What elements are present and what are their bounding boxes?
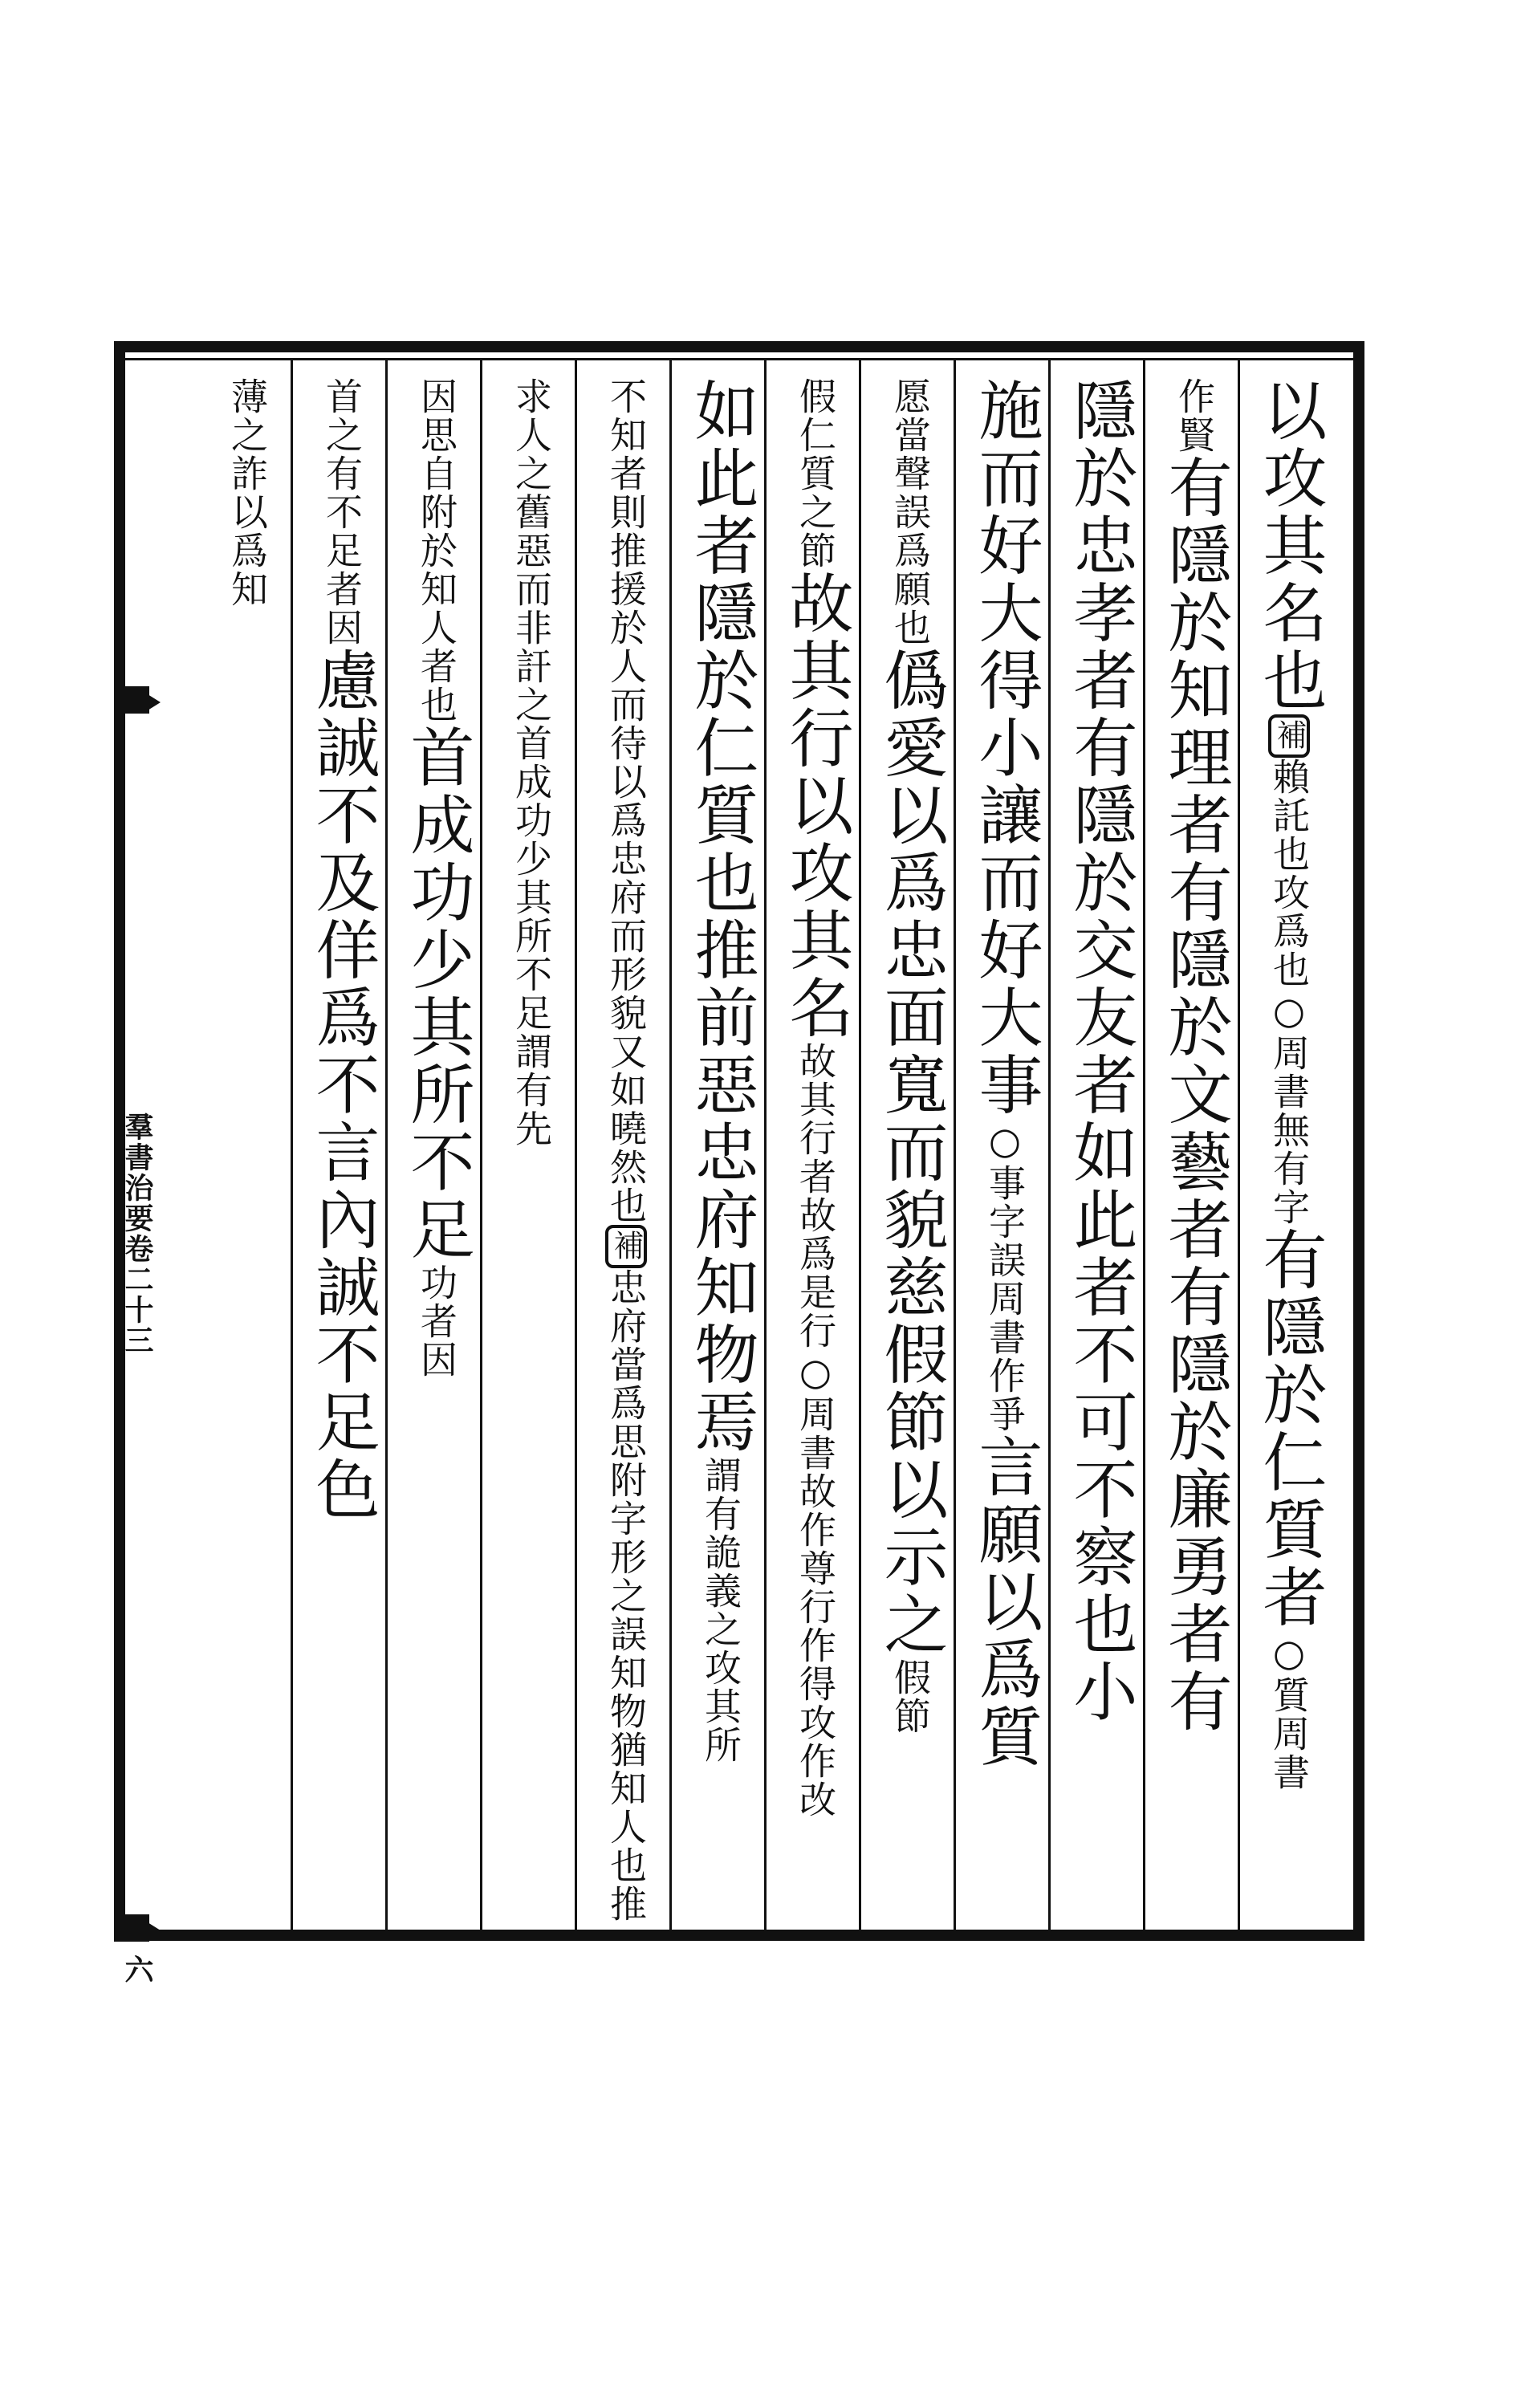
text-column [1063,377,1137,1918]
text-column [1157,377,1231,1918]
column-divider [1238,360,1240,1930]
annotation: 假仁質之節 [794,377,837,570]
main-text: 隱於忠孝者有隱於交友者如此者不可不察也小 [1063,377,1137,1726]
annotation: 作賢 [1173,377,1216,454]
main-text: 慮誠不及佯爲不言內誠不足色 [305,647,380,1523]
annotation: 故其行者故爲是行○周書故作尊行作得攻作改 [794,1042,837,1819]
annotation: 薄之詐以爲知 [226,377,269,608]
text-column [494,377,568,1918]
annotation: 功者因 [415,1263,458,1379]
main-text: 如此者隱於仁質也推前惡忠府知物焉 [684,377,758,1456]
annotation: 謂有先 [510,1032,553,1148]
annotation: 不知者則推援於人而待以爲忠府而形貌又如曉然也 [604,377,648,1225]
annotation: ○事字誤周書作爭 [983,1119,1027,1434]
annotation: 首之有不足者因 [320,377,364,647]
column-divider [859,360,861,1930]
column-divider [385,360,388,1930]
column-divider [669,360,672,1930]
column-divider [575,360,577,1930]
supplement-mark: 補 [1268,714,1310,758]
annotation: 因思自附於知人者也 [415,377,458,724]
text-column [1252,377,1326,1918]
main-text: 施而好大得小讓而好大事 [968,377,1043,1119]
text-column [589,377,663,1923]
text-column [779,377,852,1918]
annotation: 謂有詭義之攻其所 [699,1456,742,1764]
main-text: 有隱於知理者有隱於文藝者有隱於廉勇者有 [1157,454,1232,1735]
text-column [305,377,379,1918]
column-divider [291,360,293,1930]
annotation: 求人之舊惡而非訐之首成功少其所不足 [510,377,553,1032]
fold-page-number: 六 [120,1954,154,1983]
annotation: 愿當聲誤爲願也 [889,377,932,647]
column-divider [764,360,767,1930]
main-text: 以攻其名也 [1252,377,1327,714]
fold-book-title: 羣書治要卷二十三 [120,1112,154,1356]
main-text: 首成功少其所不足 [400,724,474,1263]
frame-inner-line [122,358,1364,360]
text-column [400,377,474,1918]
annotation: 假節 [889,1658,932,1735]
main-text: 言願以爲質 [968,1434,1043,1771]
main-text: 僞愛以爲忠面寬而貌慈假節以示之 [873,647,948,1658]
annotation: 忠府當爲思附字形之誤知物猶知人也推 [604,1268,648,1923]
column-divider [1048,360,1051,1930]
main-text: 故其行以攻其名 [779,570,853,1042]
column-divider [480,360,482,1930]
text-column [684,377,758,1918]
text-column [968,377,1042,1918]
annotation: 賴託也攻爲也○周書無有字 [1267,758,1311,1226]
column-divider [954,360,956,1930]
text-column [210,377,284,1918]
supplement-mark: 補 [605,1225,647,1268]
column-divider [1143,360,1145,1930]
main-text: 有隱於仁質者 [1252,1226,1327,1631]
text-column [873,377,947,1918]
annotation: ○質周書 [1267,1631,1311,1792]
